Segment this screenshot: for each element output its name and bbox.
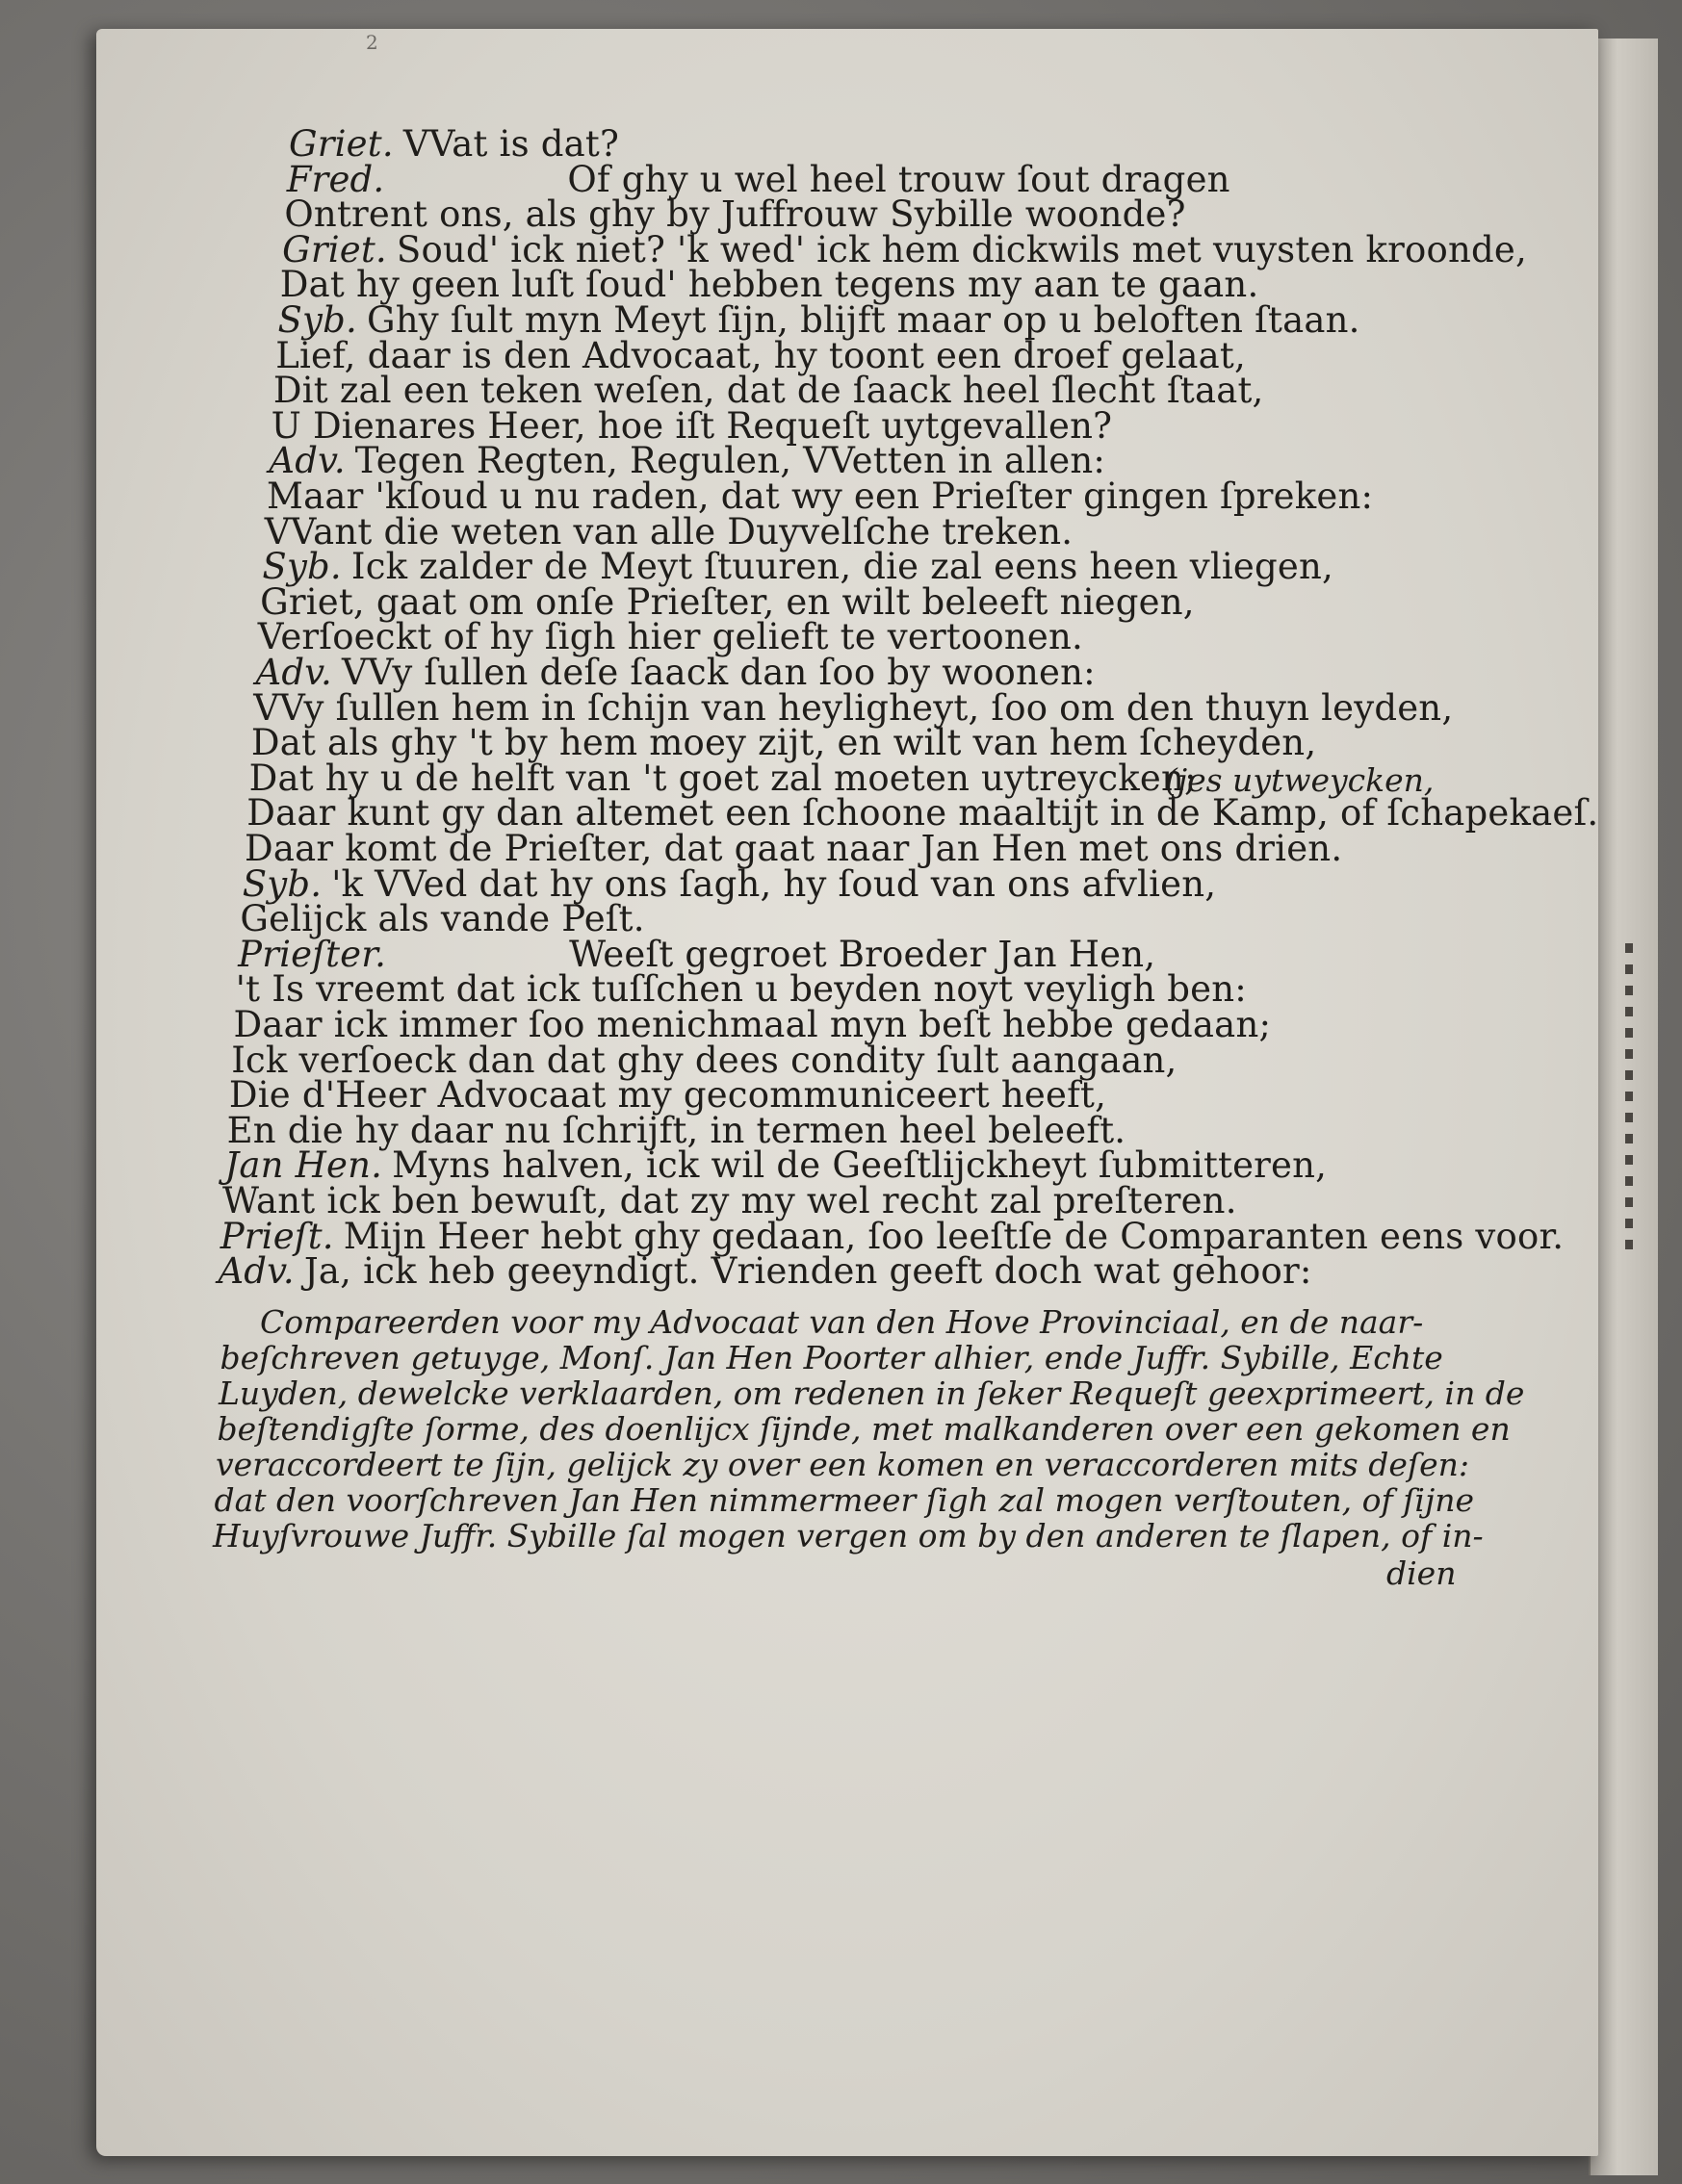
deed-line: Luyden, dewelcke verklaarden, om redenen in ſeker Requeſt geexprimeert, in de: [219, 1374, 1525, 1412]
verse-text: VVant die weten van alle Duyvelſche treken.: [264, 510, 1074, 552]
next-page-edge: [1589, 39, 1658, 2175]
binding-stitch: [1625, 943, 1633, 1251]
verse-text: Maar 'kſoud u nu raden, dat wy een Prieſter gingen ſpreken:: [267, 475, 1374, 517]
deed-line: veraccordeert te ſijn, gelijck zy over een komen en veraccorderen mits deſen:: [216, 1445, 1469, 1483]
verse-text: Griet, gaat om onſe Prieſter, en wilt beleeft niegen,: [260, 580, 1195, 623]
speaker-label: Adv.: [218, 1250, 295, 1293]
speaker-label: Adv.: [269, 440, 346, 482]
page-number: 2: [366, 31, 378, 54]
deed-line: dat den voorſchreven Jan Hen nimmermeer ſigh zal mogen verſtouten, of ſijne: [214, 1480, 1474, 1519]
verse-text: Ick verſoeck dan dat ghy dees condity ſult aangaan,: [231, 1039, 1177, 1081]
verse-text: Of ghy u wel heel trouw ſout dragen: [567, 158, 1230, 200]
verse-text: Daar kunt gy dan altemet een ſchoone maaltijt in de Kamp, of ſchapekaeſ.: [246, 792, 1599, 835]
speaker-label: Prieſt.: [220, 1215, 334, 1257]
verse-text: VVy ſullen deſe ſaack dan ſoo by woonen:: [341, 652, 1096, 693]
verse-text: 'k VVed dat hy ons ſagh, hy ſoud van ons afvlien,: [331, 862, 1217, 905]
verse-text: Ghy ſult myn Meyt ſijn, blijft maar op u beloften ſtaan.: [367, 299, 1360, 341]
speaker-label: Prieſter.: [238, 933, 387, 975]
speaker-label: Jan Hen.: [224, 1144, 383, 1187]
verse-text: Myns halven, ick wil de Geeſtlijckheyt ſubmitteren,: [392, 1144, 1328, 1187]
verse-text: Daar ick immer ſoo menichmaal myn beſt hebbe gedaan;: [233, 1004, 1272, 1045]
deed-line: beſtendigſte ſorme, des doenlijcx ſijnde, met malkanderen over een gekomen en: [217, 1409, 1511, 1448]
verse-text: Dit zal een teken weſen, dat de ſaack heel ſlecht ſtaat,: [272, 370, 1264, 412]
deed-line: beſchreven getuyge, Monſ. Jan Hen Poorter alhier, ende Juffr. Sybille, Echte: [220, 1338, 1443, 1376]
verse-text: VVat is dat?: [402, 123, 619, 165]
catchword: dien: [1386, 1554, 1457, 1592]
verse-text: En die hy daar nu ſchrijft, in termen heel beleeft.: [226, 1109, 1126, 1151]
speaker-label: Adv.: [255, 652, 332, 693]
verse-text: Dat als ghy 't by hem moey zijt, en wilt van hem ſcheyden,: [250, 722, 1317, 764]
deed-line: Huyſvrouwe Juffr. Sybille ſal mogen vergen om by den anderen te ſlapen, of in-: [213, 1516, 1484, 1554]
verse-text: Tegen Regten, Regulen, VVetten in allen:: [354, 440, 1106, 482]
deed-line: Compareerden voor my Advocaat van den Hove Provinciaal, en de naar-: [260, 1302, 1424, 1341]
verse-text: Die d'Heer Advocaat my gecommuniceert heeft,: [228, 1074, 1107, 1117]
verse-text: Ick zalder de Meyt ſtuuren, die zal eens heen vliegen,: [350, 546, 1333, 588]
verse-text: Mijn Heer hebt ghy gedaan, ſoo leeſtſe de Comparanten eens voor.: [343, 1215, 1565, 1257]
speaker-label: Fred.: [286, 158, 385, 200]
verse-text: Lief, daar is den Advocaat, hy toont een droef gelaat,: [275, 334, 1246, 376]
verse-text: Daar komt de Prieſter, dat gaat naar Jan Hen met ons drien.: [245, 828, 1343, 869]
verse-text: Verſoeckt of hy ſigh hier gelieft te vertoonen.: [257, 616, 1083, 658]
speaker-label: Griet.: [282, 228, 387, 270]
verse-text: Soud' ick niet? 'k wed' ick hem dickwils met vuysten kroonde,: [396, 228, 1527, 270]
verse-text: Weeſt gegroet Broeder Jan Hen,: [569, 933, 1156, 975]
speaker-label: Syb.: [242, 862, 323, 905]
verse-line: [218, 1250, 1311, 1292]
verse-text: 't Is vreemt dat ick tuſſchen u beyden noyt veyligh ben:: [235, 968, 1247, 1011]
verse-text: VVy ſullen hem in ſchijn van heyligheyt, ſoo om den thuyn leyden,: [253, 686, 1454, 729]
speaker-label: Syb.: [277, 299, 357, 341]
verse-text: Gelijck als vande Peſt.: [240, 898, 645, 940]
verse-text: Ontrent ons, als ghy by Juffrouw Sybille woonde?: [284, 193, 1186, 236]
verse-text: Ja, ick heb geeyndigt. Vrienden geeft doch wat gehoor:: [303, 1250, 1312, 1293]
speaker-label: Syb.: [262, 546, 342, 588]
speaker-label: Griet.: [289, 123, 394, 165]
verse-text: Dat hy u de helft van 't goet zal moeten uytreycken;: [248, 757, 1197, 799]
verse-text: Want ick ben bewuſt, dat zy my wel recht zal preſteren.: [222, 1180, 1237, 1221]
verse-text: U Dienares Heer, hoe iſt Requeſt uytgevallen?: [271, 404, 1113, 447]
verse-text: Dat hy geen luſt ſoud' hebben tegens my aan te gaan.: [279, 264, 1259, 306]
overflow-note: (jes uytweycken,: [1165, 760, 1435, 799]
